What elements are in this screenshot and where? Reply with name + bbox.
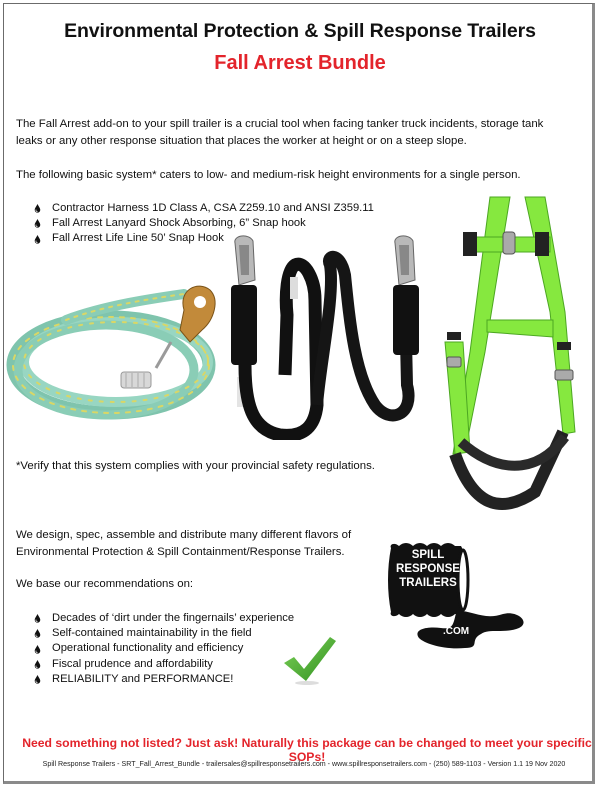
drop-bullet-icon	[34, 645, 41, 654]
list-item	[34, 657, 294, 672]
lifeline-rope-image	[6, 280, 226, 430]
page-subtitle: Fall Arrest Bundle	[214, 52, 386, 74]
list-item	[34, 216, 374, 231]
list-item-label: Fall Arrest Life Line 50’ Snap Hook	[52, 232, 224, 245]
list-item	[34, 641, 294, 656]
drop-bullet-icon	[34, 614, 41, 623]
list-item-label: Contractor Harness 1D Class A, CSA Z259.10 and ANSI Z359.11	[52, 202, 374, 214]
about-paragraph	[16, 527, 351, 561]
logo-line-3: TRAILERS	[399, 577, 457, 589]
list-item-label: Fiscal prudence and affordability	[52, 657, 213, 670]
page-title: Environmental Protection & Spill Response Trailers	[64, 20, 536, 42]
logo-suffix: .COM	[443, 626, 470, 637]
list-item	[34, 626, 294, 641]
about-line-1: We design, spec, assemble and distribute many different flavors of	[16, 529, 352, 541]
drop-bullet-icon	[34, 629, 41, 638]
drop-bullet-icon	[34, 219, 41, 228]
shock-absorbing-lanyard-image	[225, 235, 425, 440]
about-line-2: Environmental Protection & Spill Containment/Response Trailers.	[16, 546, 345, 558]
list-item-label: Fall Arrest Lanyard Shock Absorbing, 6” Snap hook	[52, 217, 306, 230]
disclaimer-text: *Verify that this system complies with your provincial safety regulations.	[16, 460, 375, 472]
list-item-label: Decades of ‘dirt under the fingernails’ experience	[52, 612, 295, 624]
recommendations-list	[34, 611, 294, 687]
drop-bullet-icon	[34, 235, 41, 244]
intro-line-2: leaks or any other response situation that places the worker at height or on a steep slope.	[16, 135, 467, 147]
logo-line-1: SPILL	[411, 549, 445, 561]
intro-line-1: The Fall Arrest add-on to your spill trailer is a crucial tool when facing tanker truck incidents, storage tank	[16, 118, 544, 130]
logo-line-2: RESPONSE	[396, 563, 460, 575]
list-item	[34, 201, 374, 216]
logo-text	[389, 548, 467, 590]
list-item	[34, 611, 294, 626]
list-item	[34, 672, 294, 687]
drop-bullet-icon	[34, 675, 41, 684]
footer-info: Spill Response Trailers - SRT_Fall_Arrest_Bundle - trailersales@spillresponsetrailers.com - www.spillresponsetrailers.com - (250) 589-1103 - Version 1.1 19 Nov 2020	[42, 760, 566, 768]
list-item-label: RELIABILITY and PERFORMANCE!	[52, 672, 234, 685]
spill-response-trailers-logo	[385, 540, 535, 650]
full-body-harness-image	[425, 192, 595, 522]
list-item-label: Operational functionality and efficiency	[52, 642, 244, 655]
intro-paragraph	[16, 116, 543, 150]
system-description: The following basic system* caters to low- and medium-risk height environments for a single person.	[16, 169, 521, 181]
checkmark-icon	[282, 633, 338, 685]
drop-bullet-icon	[34, 204, 41, 213]
list-item-label: Self-contained maintainability in the field	[52, 627, 252, 640]
drop-bullet-icon	[34, 660, 41, 669]
recommendations-heading: We base our recommendations on:	[16, 578, 194, 590]
call-to-action: Need something not listed? Just ask! Naturally this package can be changed to meet your specific SOPs!	[22, 736, 592, 764]
